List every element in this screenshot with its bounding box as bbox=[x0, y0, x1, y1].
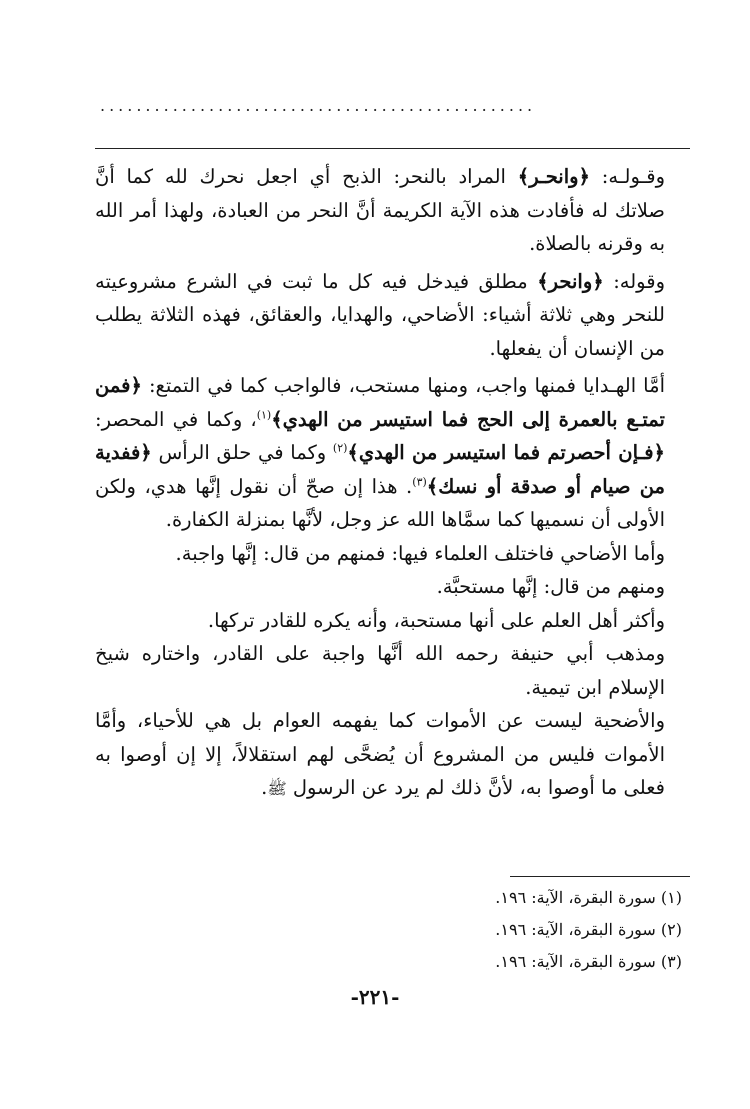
salawat-symbol: ﷺ bbox=[267, 779, 287, 798]
paragraph-3 bbox=[95, 369, 693, 537]
footnote-ref-3: (٣) bbox=[412, 475, 427, 488]
paragraph-2-text: مطلق فيدخل فيه كل ما ثبت في الشرع مشروعيته للنحر وهي ثلاثة أشياء: الأضاحي، والهدايا، والعقائق، فهذه الثلاثة يطلب من الإنسان أن يفعلها. bbox=[95, 269, 665, 360]
paragraph-6: وأكثر أهل العلم على أنها مستحبة، وأنه يكره للقادر تركها. bbox=[207, 608, 665, 632]
paragraph-1-text: المراد بالنحر: الذبح أي اجعل نحرك لله كما أنَّ صلاتك له فأفادت هذه الآية الكريمة أنَّ النحر من العبادة، ولهذا أمر الله به وقرنه بالصلاة. bbox=[95, 165, 665, 255]
paragraph-2 bbox=[95, 265, 693, 366]
quran-quote: ﴿وانحر﴾ bbox=[537, 269, 604, 293]
quran-quote-2: ﴿فـإن أحصرتم فما استيسر من الهدي﴾ bbox=[347, 441, 665, 464]
page-body bbox=[95, 160, 693, 806]
paragraph-7: ومذهب أبي حنيفة رحمه الله أنَّها واجبة على القادر، واختاره شيخ الإسلام ابن تيمية. bbox=[95, 642, 665, 699]
paragraph-1 bbox=[95, 160, 693, 261]
page-number: -٢٢١- bbox=[350, 985, 400, 1009]
quran-quote: ﴿وانحـر﴾ bbox=[517, 165, 590, 188]
footnote-ref-1: (١) bbox=[256, 408, 272, 421]
paragraph-5: ومنهم من قال: إنَّها مستحبَّة. bbox=[436, 575, 665, 598]
footnote-ref-2: (٢) bbox=[332, 441, 348, 455]
footnote-separator bbox=[510, 876, 690, 877]
paragraph-3-text-d: . هذا إن صحّ أن نقول إنَّها هدي، ولكن الأولى أن نسميها كما سمَّاها الله عز وجل، لأنَّها بمنزلة الكفارة. bbox=[95, 474, 665, 531]
quran-quote-3: ﴿ففدية من صيام أو صدقة أو نسك﴾ bbox=[95, 441, 665, 498]
paragraph-8 bbox=[95, 704, 693, 806]
footnote-1: (١) سورة البقرة، الآية: ١٩٦. bbox=[495, 888, 682, 907]
paragraph-8-text: والأضحية ليست عن الأموات كما يفهمه العوام بل هي للأحياء، وأمَّا الأموات فليس من المشروع أن يُضحَّى لهم استقلالاً، إلا إن أوصوا به فعلى ما أوصوا به، لأنَّ ذلك لم يرد عن الرسول bbox=[95, 709, 665, 799]
paragraph-2-lead: وقوله: bbox=[603, 269, 665, 293]
paragraph-3-text-a: أمَّا الهـدايا فمنها واجب، ومنها مستحب، فالواجب كما في التمتع: bbox=[141, 374, 665, 397]
footnotes bbox=[95, 882, 690, 978]
paragraph-4: وأما الأضاحي فاختلف العلماء فيها: فمنهم من قال: إنَّها واجبة. bbox=[175, 541, 665, 565]
paragraph-3-text-b: ، وكما في المحصر: bbox=[95, 407, 257, 431]
header-dotted-line: ................................................ bbox=[100, 96, 537, 115]
footnote-3: (٣) سورة البقرة، الآية: ١٩٦. bbox=[495, 952, 682, 971]
footnote-2: (٢) سورة البقرة، الآية: ١٩٦. bbox=[495, 920, 682, 939]
paragraph-3-text-c: وكما في حلق الرأس bbox=[151, 441, 333, 464]
header-rule bbox=[95, 148, 690, 149]
quran-quote-1: ﴿فمن تمتـع بالعمرة إلى الحج فما استيسر من الهدي﴾ bbox=[95, 374, 665, 431]
paragraph-8-end: . bbox=[261, 776, 268, 799]
paragraph-1-lead: وقـولـه: bbox=[589, 165, 666, 188]
